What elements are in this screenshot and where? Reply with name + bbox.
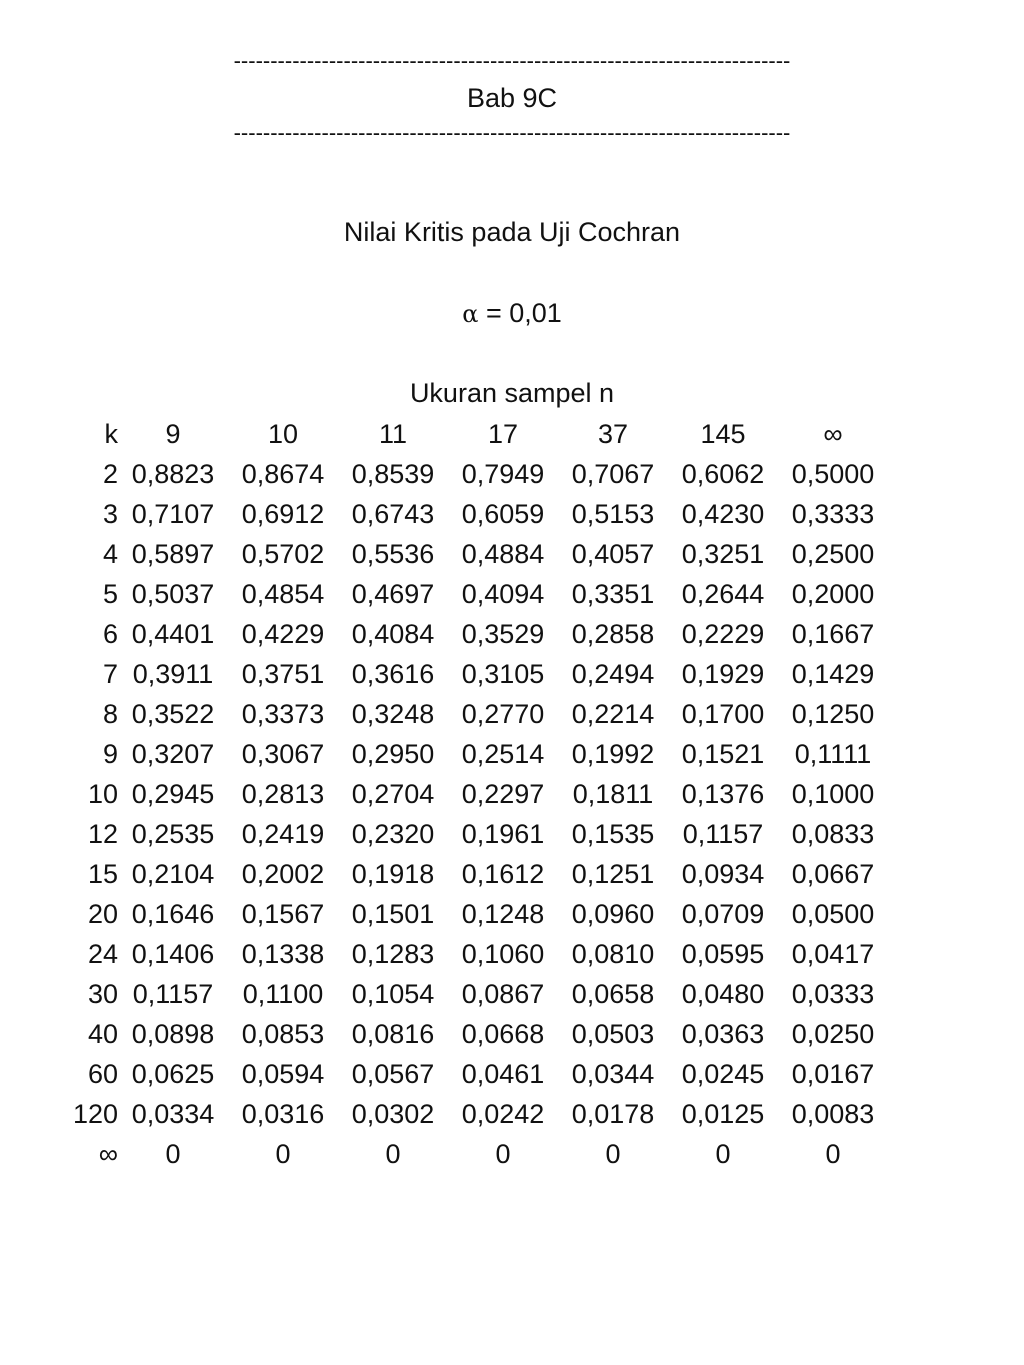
table-row [60, 654, 888, 694]
value-cell: 0,1535 [571, 818, 655, 849]
k-cell: 7 [102, 658, 118, 689]
significance-level [0, 297, 1024, 330]
value-cell: 0,2514 [461, 738, 545, 769]
value-cell: 0 [715, 1138, 731, 1169]
value-cell: 0,0658 [571, 978, 655, 1009]
value-cell: 0,2535 [131, 818, 215, 849]
value-cell: 0,3911 [132, 658, 214, 689]
value-cell: 0,1000 [791, 778, 875, 809]
value-cell: 0,2320 [351, 818, 435, 849]
value-cell: 0,6743 [351, 498, 435, 529]
value-cell: 0,0503 [571, 1018, 655, 1049]
value-cell: 0,0816 [351, 1018, 435, 1049]
table-row [60, 574, 888, 614]
k-cell: 60 [87, 1058, 118, 1089]
value-cell: 0,1700 [681, 698, 765, 729]
k-cell: 9 [102, 738, 118, 769]
value-cell: 0,0250 [791, 1018, 875, 1049]
table-row [60, 1014, 888, 1054]
value-cell: 0,2002 [241, 858, 325, 889]
value-cell: 0,6912 [241, 498, 325, 529]
value-cell: 0,0668 [461, 1018, 545, 1049]
column-header: 17 [487, 418, 519, 449]
k-cell: 5 [102, 578, 118, 609]
value-cell: 0,2945 [131, 778, 215, 809]
chapter-heading: Bab 9C [466, 83, 558, 113]
k-cell: 15 [87, 858, 118, 889]
value-cell: 0,2419 [241, 818, 325, 849]
value-cell: 0,0316 [241, 1098, 325, 1129]
value-cell: 0 [275, 1138, 291, 1169]
value-cell: 0,3105 [461, 658, 545, 689]
value-cell: 0,0500 [791, 898, 875, 929]
value-cell: 0,4057 [571, 538, 655, 569]
separator-top: ---------------------------------------------------------------------------- [233, 48, 791, 73]
table-row [60, 1054, 888, 1094]
value-cell: 0,3067 [241, 738, 325, 769]
value-cell: 0,2813 [241, 778, 325, 809]
value-cell: 0,0960 [571, 898, 655, 929]
value-cell: 0,0898 [131, 1018, 215, 1049]
k-cell: 30 [87, 978, 118, 1009]
value-cell: 0,4229 [241, 618, 325, 649]
value-cell: 0,1811 [572, 778, 654, 809]
value-cell: 0,0625 [131, 1058, 215, 1089]
value-cell: 0,1251 [571, 858, 655, 889]
table-row [60, 974, 888, 1014]
k-cell: 4 [102, 538, 118, 569]
k-cell: 3 [102, 498, 118, 529]
value-cell: 0,5702 [241, 538, 325, 569]
value-cell: 0,6059 [461, 498, 545, 529]
value-cell: 0,0242 [461, 1098, 545, 1129]
value-cell: 0,2770 [461, 698, 545, 729]
value-cell: 0,1157 [132, 978, 214, 1009]
value-cell: 0,4697 [351, 578, 435, 609]
table-title: Nilai Kritis pada Uji Cochran [343, 217, 681, 247]
value-cell: 0,8674 [241, 458, 325, 489]
table-row [60, 894, 888, 934]
table-row [60, 934, 888, 974]
value-cell: 0,3351 [571, 578, 655, 609]
k-cell: 2 [102, 458, 118, 489]
value-cell: 0,2214 [571, 698, 655, 729]
value-cell: 0,1054 [351, 978, 435, 1009]
alpha-value: = 0,01 [478, 298, 562, 328]
column-header: 145 [700, 418, 746, 449]
value-cell: 0,1918 [351, 858, 435, 889]
value-cell: 0,1111 [794, 738, 872, 769]
k-cell: 40 [87, 1018, 118, 1049]
value-cell: 0,0178 [571, 1098, 655, 1129]
value-cell: 0,0167 [791, 1058, 875, 1089]
column-header: 37 [597, 418, 629, 449]
k-cell: 12 [87, 818, 118, 849]
k-cell: 20 [87, 898, 118, 929]
value-cell: 0,1283 [351, 938, 435, 969]
table-row [60, 614, 888, 654]
value-cell: 0,0245 [681, 1058, 765, 1089]
value-cell: 0,3529 [461, 618, 545, 649]
table-row [60, 454, 888, 494]
value-cell: 0,1250 [791, 698, 875, 729]
value-cell: 0,3207 [131, 738, 215, 769]
alpha-symbol: α [462, 300, 479, 328]
value-cell: 0,1100 [242, 978, 324, 1009]
column-header: ∞ [823, 418, 843, 449]
value-cell: 0,0334 [131, 1098, 215, 1129]
value-cell: 0,2104 [131, 858, 215, 889]
value-cell: 0,4084 [351, 618, 435, 649]
table-row [60, 1134, 888, 1174]
table-row [60, 1094, 888, 1134]
table-row [60, 734, 888, 774]
value-cell: 0,8539 [351, 458, 435, 489]
value-cell: 0,2000 [791, 578, 875, 609]
k-cell: 8 [102, 698, 118, 729]
value-cell: 0,5897 [131, 538, 215, 569]
table-body [60, 454, 888, 1174]
value-cell: 0,0083 [791, 1098, 875, 1129]
separator-bottom: ---------------------------------------------------------------------------- [233, 120, 791, 145]
critical-values-table [60, 414, 888, 1174]
column-header: 11 [378, 418, 408, 449]
value-cell: 0,0125 [681, 1098, 765, 1129]
k-cell: 120 [72, 1098, 118, 1129]
value-cell: 0 [825, 1138, 841, 1169]
value-cell: 0,7107 [131, 498, 215, 529]
value-cell: 0 [165, 1138, 181, 1169]
value-cell: 0,1338 [241, 938, 325, 969]
value-cell: 0,5536 [351, 538, 435, 569]
k-header: k [104, 418, 118, 449]
value-cell: 0,4884 [461, 538, 545, 569]
value-cell: 0,3751 [241, 658, 325, 689]
value-cell: 0,1961 [461, 818, 545, 849]
value-cell: 0,4401 [131, 618, 215, 649]
value-cell: 0,0595 [681, 938, 765, 969]
table-row [60, 814, 888, 854]
value-cell: 0,3333 [791, 498, 875, 529]
value-cell: 0,0853 [241, 1018, 325, 1049]
value-cell: 0,3522 [131, 698, 215, 729]
value-cell: 0,1501 [351, 898, 435, 929]
value-cell: 0,2297 [461, 778, 545, 809]
value-cell: 0,4094 [461, 578, 545, 609]
table-row [60, 534, 888, 574]
value-cell: 0,5153 [571, 498, 655, 529]
value-cell: 0,0344 [571, 1058, 655, 1089]
value-cell: 0,1376 [681, 778, 765, 809]
value-cell: 0,4230 [681, 498, 765, 529]
table-row [60, 774, 888, 814]
table-row [60, 854, 888, 894]
value-cell: 0,0567 [351, 1058, 435, 1089]
k-cell: 6 [102, 618, 118, 649]
value-cell: 0 [605, 1138, 621, 1169]
value-cell: 0,2500 [791, 538, 875, 569]
value-cell: 0,7067 [571, 458, 655, 489]
value-cell: 0,2494 [571, 658, 655, 689]
value-cell: 0,1248 [461, 898, 545, 929]
value-cell: 0,1060 [461, 938, 545, 969]
value-cell: 0,1612 [461, 858, 545, 889]
value-cell: 0,2704 [351, 778, 435, 809]
value-cell: 0,2858 [571, 618, 655, 649]
value-cell: 0,1929 [681, 658, 765, 689]
value-cell: 0,5037 [131, 578, 215, 609]
value-cell: 0,1567 [241, 898, 325, 929]
value-cell: 0,4854 [241, 578, 325, 609]
value-cell: 0,3373 [241, 698, 325, 729]
value-cell: 0,1992 [571, 738, 655, 769]
value-cell: 0,1667 [791, 618, 875, 649]
value-cell: 0,2644 [681, 578, 765, 609]
value-cell: 0,0333 [791, 978, 875, 1009]
value-cell: 0,1646 [131, 898, 215, 929]
value-cell: 0,0417 [791, 938, 875, 969]
value-cell: 0,3251 [681, 538, 765, 569]
value-cell: 0,3248 [351, 698, 435, 729]
column-header: 10 [267, 418, 299, 449]
value-cell: 0,8823 [131, 458, 215, 489]
column-header: 9 [165, 418, 181, 449]
value-cell: 0,0594 [241, 1058, 325, 1089]
value-cell: 0,5000 [791, 458, 875, 489]
value-cell: 0,2229 [681, 618, 765, 649]
value-cell: 0 [385, 1138, 401, 1169]
value-cell: 0,7949 [461, 458, 545, 489]
value-cell: 0,0709 [681, 898, 765, 929]
value-cell: 0,0667 [791, 858, 875, 889]
value-cell: 0,6062 [681, 458, 765, 489]
value-cell: 0,0810 [571, 938, 655, 969]
value-cell: 0,1157 [682, 818, 764, 849]
k-cell: 24 [87, 938, 118, 969]
k-cell: 10 [87, 778, 118, 809]
value-cell: 0,0833 [791, 818, 875, 849]
table-row [60, 494, 888, 534]
value-cell: 0,0934 [681, 858, 765, 889]
table-row [60, 694, 888, 734]
value-cell: 0,0461 [461, 1058, 545, 1089]
value-cell: 0,0867 [461, 978, 545, 1009]
value-cell: 0,0302 [351, 1098, 435, 1129]
value-cell: 0,0480 [681, 978, 765, 1009]
sample-size-label: Ukuran sampel n [409, 378, 615, 408]
value-cell: 0,1406 [131, 938, 215, 969]
value-cell: 0,0363 [681, 1018, 765, 1049]
value-cell: 0,3616 [351, 658, 435, 689]
table-header-row [60, 414, 888, 454]
value-cell: 0,1521 [681, 738, 765, 769]
value-cell: 0,1429 [791, 658, 875, 689]
value-cell: 0,2950 [351, 738, 435, 769]
k-cell: ∞ [98, 1138, 118, 1169]
value-cell: 0 [495, 1138, 511, 1169]
